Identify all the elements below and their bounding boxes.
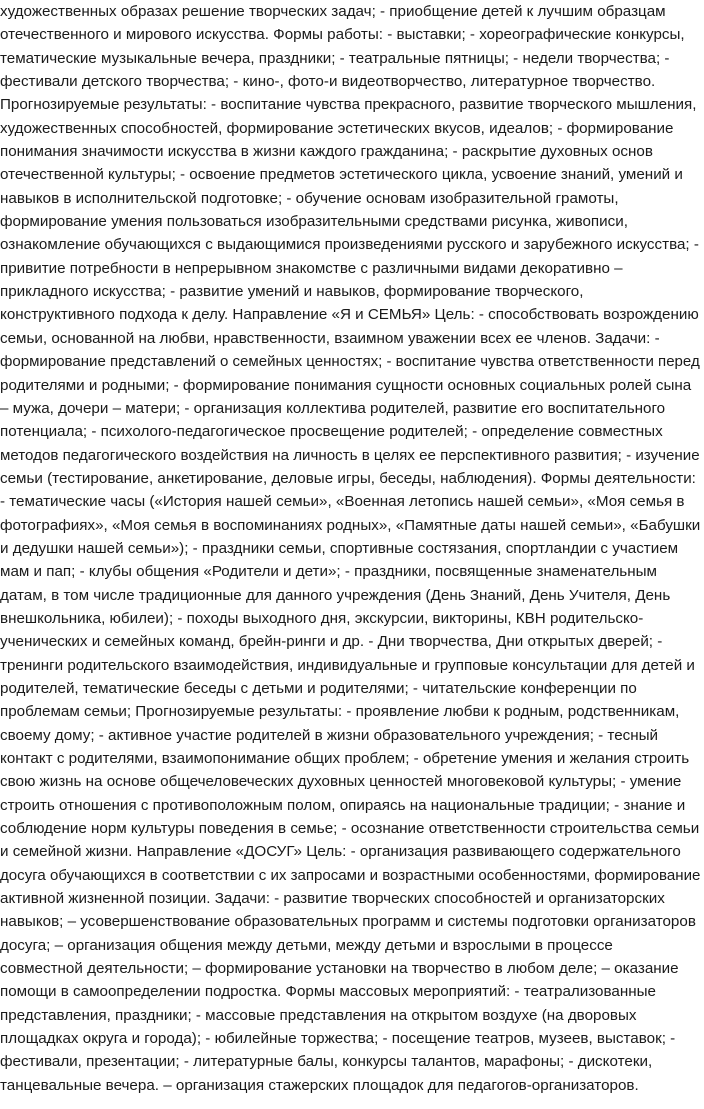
text-line: фестивали детского творчества; - кино-, фото-и видеотворчество, литературное творчество.	[0, 73, 656, 91]
text-line: отечественной культуры; - освоение предметов эстетического цикла, усвоение знаний, умений и	[0, 166, 683, 184]
text-line: проблемам семьи; Прогнозируемые результаты: - проявление любви к родным, родственникам,	[0, 703, 680, 721]
text-line: площадках округа и города); - юбилейные торжества; - посещение театров, музеев, выставок; -	[0, 1030, 676, 1048]
text-line: фотографиях», «Моя семья в воспоминаниях родных», «Памятные даты нашей семьи», «Бабушки	[0, 516, 701, 534]
text-line: досуга обучающихся в соответствии с их запросами и возрастными особенностями, формирование	[0, 866, 701, 884]
text-line: помощи в самоопределении подростка. Формы массовых мероприятий: - театрализованные	[0, 983, 656, 1001]
text-line: тематические музыкальные вечера, праздники; - театральные пятницы; - недели творчества; -	[0, 49, 670, 67]
text-line: ознакомление обучающихся с выдающимися произведениями русского и зарубежного искусства; -	[0, 236, 699, 254]
text-line: соблюдение норм культуры поведения в семье; - осознание ответственности строительства семьи	[0, 820, 700, 838]
text-line: конструктивного подхода к делу. Направление «Я и СЕМЬЯ» Цель: - способствовать возрождению	[0, 306, 699, 324]
text-line: прикладного искусства; - развитие умений и навыков, формирование творческого,	[0, 283, 584, 301]
text-line: представления, праздники; - массовые представления на открытом воздухе (на дворовых	[0, 1006, 637, 1024]
text-line: формирование умения пользоваться изобразительными средствами рисунка, живописи,	[0, 213, 628, 231]
text-line: ученических и семейных команд, брейн-ринги и др. - Дни творчества, Дни открытых дверей; -	[0, 633, 663, 651]
text-line: - тематические часы («История нашей семьи», «Военная летопись нашей семьи», «Моя семья в	[0, 493, 685, 511]
text-line: мам и пап; - клубы общения «Родители и дети»; - праздники, посвященные знаменательным	[0, 563, 657, 581]
text-line: досуга; – организация общения между детьми, между детьми и взрослыми в процессе	[0, 936, 613, 954]
text-line: фестивали, презентации; - литературные балы, конкурсы талантов, марафоны; - дискотеки,	[0, 1053, 653, 1071]
text-line: художественных образах решение творческих задач; - приобщение детей к лучшим образцам	[0, 3, 666, 20]
text-line: своему дому; - активное участие родителей в жизни образовательного учреждения; - тесный	[0, 726, 659, 744]
text-line: внешкольника, юбилеи); - походы выходного дня, экскурсии, викторины, КВН родительско-	[0, 609, 644, 627]
text-line: семьи (тестирование, анкетирование, деловые игры, беседы, наблюдения). Формы деятельности:	[0, 469, 696, 487]
text-line: родителями и родными; - формирование понимания сущности основных социальных ролей сына	[0, 376, 692, 394]
text-line: формирование представлений о семейных ценностях; - воспитание чувства ответственности перед	[0, 353, 700, 371]
text-line: навыков в исполнительской подготовке; - обучение основам изобразительной грамоты,	[0, 189, 619, 207]
text-line: семьи, основанной на любви, нравственности, взаимном уважении всех ее членов. Задачи: -	[0, 329, 660, 347]
text-line: датам, в том числе традиционные для данного учреждения (День Знаний, День Учителя, День	[0, 586, 671, 604]
text-line: совместной деятельности; – формирование установки на творчество в любом деле; – оказание	[0, 960, 679, 978]
text-line: методов педагогического воздействия на личность в целях ее перспективного развития; - изучение	[0, 446, 700, 464]
text-line: свою жизнь на основе общечеловеческих духовных ценностей многовековой культуры; - умение	[0, 773, 682, 791]
text-line: Прогнозируемые результаты: - воспитание чувства прекрасного, развитие творческого мышления,	[0, 96, 697, 114]
text-line: танцевальные вечера. – организация стажерских площадок для педагогов-организаторов.	[0, 1076, 639, 1094]
text-line: контакт с родителями, взаимопонимание общих проблем; - обретение умения и желания строить	[0, 750, 690, 767]
text-line: тренинги родительского взаимодействия, индивидуальные и групповые консультации для детей и	[0, 656, 695, 674]
text-line: активной жизненной позиции. Задачи: - развитие творческих способностей и организаторских	[0, 890, 665, 908]
text-line: и дедушки нашей семьи»); - праздники семьи, спортивные состязания, спортландии с участием	[0, 539, 679, 557]
text-line: потенциала; - психолого-педагогическое просвещение родителей; - определение совместных	[0, 423, 663, 441]
text-line: привитие потребности в непрерывном знакомстве с различными видами декоративно –	[0, 259, 623, 277]
text-line: строить отношения с противоположным полом, опираясь на национальные традиции; - знание и	[0, 796, 686, 814]
text-line: и семейной жизни. Направление «ДОСУГ» Цель: - организация развивающего содержательного	[0, 843, 681, 861]
text-line: – мужа, дочери – матери; - организация коллектива родителей, развитие его воспитательного	[0, 399, 666, 417]
text-line: навыков; – усовершенствование образовательных программ и системы подготовки организаторов	[0, 913, 696, 931]
text-line: отечественного и мирового искусства. Формы работы: - выставки; - хореографические конкурсы,	[0, 26, 685, 44]
text-line: родителей, тематические беседы с детьми и родителями; - читательские конференции по	[0, 679, 637, 697]
text-line: понимания значимости искусства в жизни каждого гражданина; - раскрытие духовных основ	[0, 143, 653, 161]
text-line: художественных способностей, формирование эстетических вкусов, идеалов; - формирование	[0, 119, 674, 137]
